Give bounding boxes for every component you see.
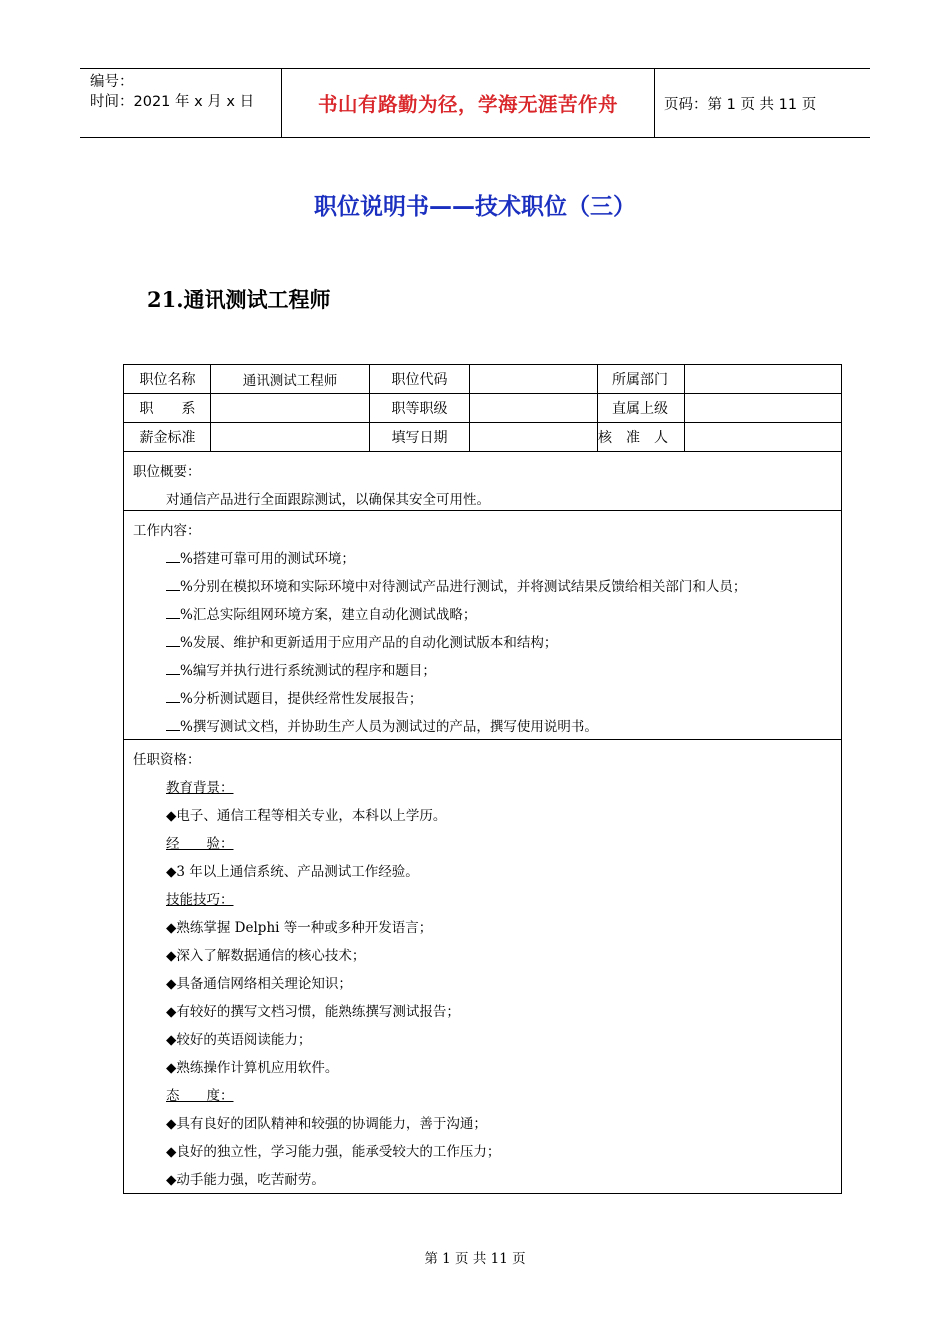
list-item: %搭建可靠可用的测试环境； [166, 547, 355, 567]
value-position-name: 通讯测试工程师 [210, 365, 369, 393]
list-item: ◆熟练掌握 Delphi 等一种或多种开发语言； [166, 920, 433, 936]
list-item: %分别在模拟环境和实际环境中对待测试产品进行测试，并将测试结果反馈给相关部门和人员； [166, 575, 746, 595]
blank-line [166, 662, 180, 675]
overview-label: 职位概要： [133, 464, 201, 480]
value-salary [210, 423, 369, 451]
value-grade [469, 394, 597, 422]
label-job-family: 职 系 [139, 401, 196, 417]
value-approver [684, 423, 841, 451]
overview-text: 对通信产品进行全面跟踪测试，以确保其安全可用性。 [166, 492, 490, 508]
list-item: %撰写测试文档，并协助生产人员为测试过的产品，撰写使用说明书。 [166, 715, 598, 735]
label-salary: 薪金标准 [139, 430, 196, 446]
blank-line [166, 578, 180, 591]
label-grade: 职等职级 [369, 394, 469, 422]
label-supervisor: 直属上级 [597, 394, 684, 422]
header-number-label: 编号： [90, 74, 134, 90]
value-position-code [469, 365, 597, 393]
qualifications-section [124, 740, 841, 1193]
header-motto: 书山有路勤为径，学海无涯苦作舟 [317, 93, 618, 116]
section-title: 21.通讯测试工程师 [147, 287, 331, 312]
skills-label: 技能技巧： [166, 892, 234, 908]
list-item: ◆熟练操作计算机应用软件。 [166, 1060, 339, 1076]
qualifications-label: 任职资格： [133, 752, 201, 768]
table-row [124, 365, 841, 394]
blank-line [166, 690, 180, 703]
list-item: ◆较好的英语阅读能力； [166, 1032, 312, 1048]
header-time: 时间：2021 年 x 月 x 日 [90, 94, 255, 110]
label-department: 所属部门 [597, 365, 684, 393]
list-item: ◆动手能力强，吃苦耐劳。 [166, 1172, 325, 1188]
attitude-label: 态 度： [166, 1088, 234, 1104]
list-item: ◆具备通信网络相关理论知识； [166, 976, 352, 992]
list-item: %分析测试题目，提供经常性发展报告； [166, 687, 422, 707]
header-divider [654, 69, 655, 137]
blank-line [166, 718, 180, 731]
page-footer: 第 1 页 共 11 页 [424, 1251, 526, 1267]
education-label: 教育背景： [166, 780, 234, 796]
table-row [124, 394, 841, 423]
list-item: ◆良好的独立性，学习能力强，能承受较大的工作压力； [166, 1144, 501, 1160]
experience-label: 经 验： [166, 836, 234, 852]
value-job-family [210, 394, 369, 422]
list-item: %编写并执行进行系统测试的程序和题目； [166, 659, 436, 679]
list-item: ◆电子、通信工程等相关专业，本科以上学历。 [166, 808, 447, 824]
label-fill-date: 填写日期 [369, 423, 469, 451]
list-item: ◆3 年以上通信系统、产品测试工作经验。 [166, 864, 419, 880]
label-approver: 核 准 人 [597, 423, 684, 451]
value-supervisor [684, 394, 841, 422]
list-item: ◆深入了解数据通信的核心技术； [166, 948, 366, 964]
value-fill-date [469, 423, 597, 451]
overview-section [124, 452, 841, 511]
blank-line [166, 634, 180, 647]
duties-label: 工作内容： [133, 523, 201, 539]
job-description-table [123, 364, 842, 1194]
header-page-info: 页码：第 1 页 共 11 页 [664, 97, 817, 113]
list-item: %发展、维护和更新适用于应用产品的自动化测试版本和结构； [166, 631, 557, 651]
list-item: %汇总实际组网环境方案，建立自动化测试战略； [166, 603, 476, 623]
label-position-name: 职位名称 [139, 372, 196, 388]
page-header [80, 68, 870, 138]
list-item: ◆具有良好的团队精神和较强的协调能力，善于沟通； [166, 1116, 487, 1132]
blank-line [166, 606, 180, 619]
header-meta [90, 72, 254, 112]
list-item: ◆有较好的撰写文档习惯，能熟练撰写测试报告； [166, 1004, 460, 1020]
table-row [124, 423, 841, 452]
blank-line [166, 550, 180, 563]
duties-section [124, 511, 841, 740]
document-title: 职位说明书——技术职位（三） [314, 194, 636, 220]
label-position-code: 职位代码 [369, 365, 469, 393]
value-department [684, 365, 841, 393]
